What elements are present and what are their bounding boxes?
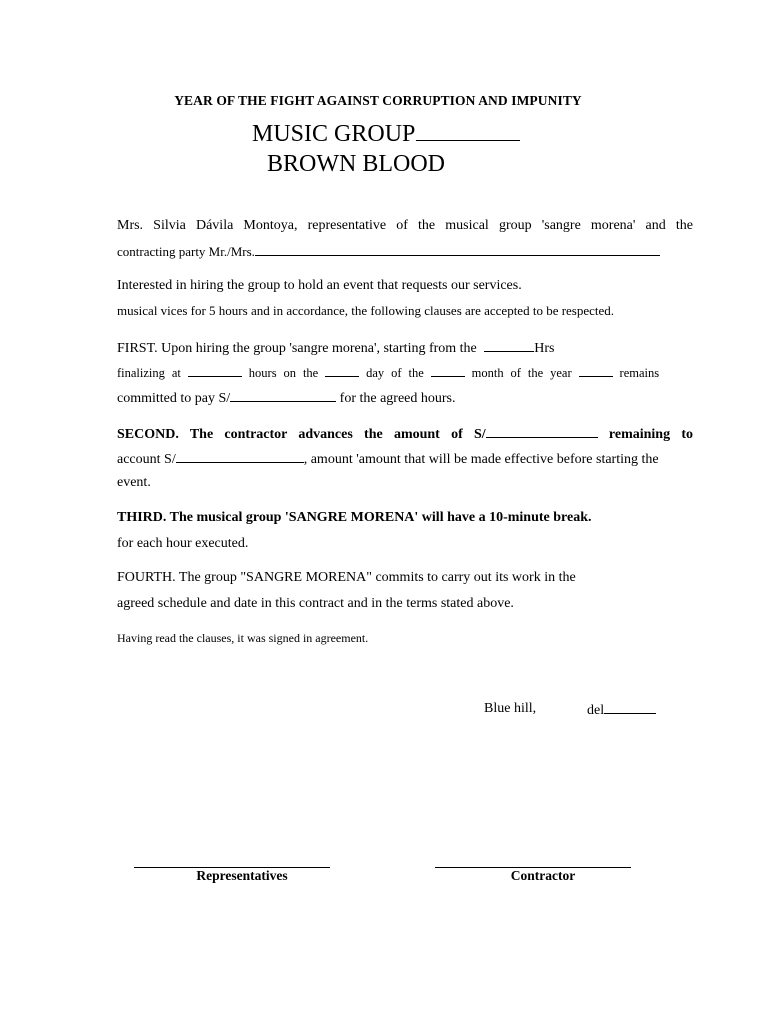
account-label: account S/: [117, 452, 176, 467]
fourth-clause-line-2: agreed schedule and date in this contract and in the terms stated above.: [117, 596, 514, 611]
day-of-label: day of the: [366, 366, 424, 380]
first-clause-line-2: [117, 364, 659, 381]
account-amount-blank: [176, 450, 304, 463]
remains-label: remains: [619, 366, 660, 380]
intro-line-1: Mrs. Silvia Dávila Montoya, representative of the musical group 'sangre morena' and the: [117, 218, 693, 233]
end-hour-blank: [188, 364, 242, 377]
pay-amount-blank: [230, 389, 336, 402]
remaining-label: remaining to: [608, 427, 693, 442]
interest-line-2: musical vices for 5 hours and in accordance, the following clauses are accepted to be respected.: [117, 303, 615, 318]
first-clause-line-1: [117, 339, 629, 357]
title-blank-line: [416, 120, 520, 141]
del-label: del: [587, 703, 605, 718]
month-blank: [431, 364, 465, 377]
pay-label: committed to pay S/: [117, 391, 231, 406]
fourth-clause-line-1: FOURTH. The group "SANGRE MORENA" commits to carry out its work in the: [117, 570, 576, 585]
hours-on-label: hours on the: [248, 366, 319, 380]
day-blank: [325, 364, 359, 377]
closing-statement: Having read the clauses, it was signed in agreement.: [117, 631, 369, 645]
representatives-label: Representatives: [196, 868, 288, 883]
first-hrs-label: Hrs: [534, 341, 555, 356]
second-clause-line-3: event.: [117, 475, 151, 490]
third-clause-line-1: THIRD. The musical group 'SANGRE MORENA' will have a 10-minute break.: [117, 510, 592, 525]
date-field: [587, 701, 656, 719]
advance-amount-blank: [486, 425, 598, 438]
intro-line-2: [117, 243, 693, 260]
second-clause-text: SECOND. The contractor advances the amount of S/: [117, 427, 486, 442]
agreed-hours-label: for the agreed hours.: [339, 391, 456, 406]
first-clause-line-3: [117, 389, 693, 407]
amount-effective-text: , amount 'amount that will be made effective before starting the: [303, 452, 659, 467]
year-heading: YEAR OF THE FIGHT AGAINST CORRUPTION AND IMPUNITY: [174, 93, 582, 108]
month-of-year-label: month of the year: [471, 366, 572, 380]
title-text: MUSIC GROUP: [252, 121, 416, 147]
document-title: [252, 120, 520, 148]
first-clause-text: FIRST. Upon hiring the group 'sangre morena', starting from the: [117, 341, 477, 356]
interest-line-1: Interested in hiring the group to hold an event that requests our services.: [117, 278, 522, 293]
date-blank: [604, 701, 656, 714]
intro-contracting-party: contracting party Mr./Mrs.: [117, 244, 255, 259]
document-subtitle: BROWN BLOOD: [267, 151, 445, 177]
start-hour-blank: [484, 339, 534, 352]
year-blank: [579, 364, 613, 377]
contracting-party-blank: [255, 243, 660, 256]
finalizing-label: finalizing at: [117, 366, 181, 380]
second-clause-line-2: [117, 450, 677, 468]
third-clause-line-2: for each hour executed.: [117, 536, 249, 551]
place-label: Blue hill,: [484, 701, 537, 716]
contractor-label: Contractor: [510, 868, 576, 883]
second-clause-line-1: [117, 425, 693, 443]
